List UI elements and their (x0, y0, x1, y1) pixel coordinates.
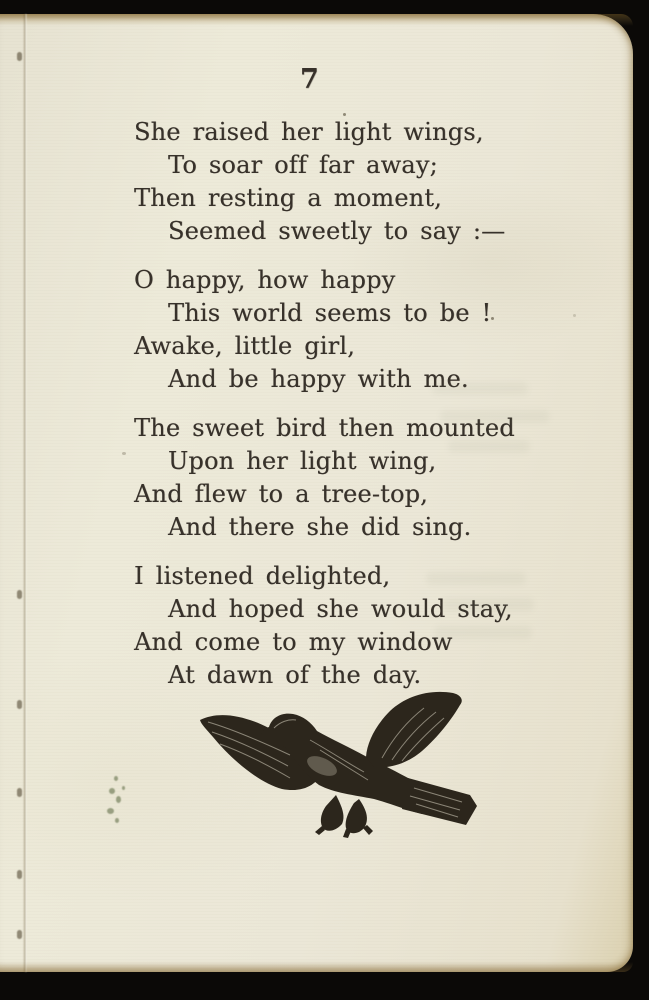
eagle-icon (170, 688, 500, 858)
poem-line: To soar off far away; (168, 151, 438, 179)
green-ink-smudge (106, 774, 132, 832)
poem-line: O happy, how happy (134, 266, 396, 294)
poem-line: Awake, little girl, (134, 332, 356, 360)
stitch-mark (17, 930, 22, 939)
stitch-mark (17, 870, 22, 879)
ink-speck (122, 452, 126, 455)
stitch-mark (17, 788, 22, 797)
poem-line: And come to my window (134, 628, 453, 656)
poem-line: And there she did sing. (168, 513, 472, 541)
poem-line: At dawn of the day. (168, 661, 422, 689)
ink-speck (573, 314, 576, 317)
poem-line: This world seems to be ! (168, 299, 492, 327)
stitch-mark (17, 590, 22, 599)
poem-line: Upon her light wing, (168, 447, 437, 475)
poem-line: She raised her light wings, (134, 118, 484, 146)
poem-line: The sweet bird then mounted (134, 414, 515, 442)
show-through-text (418, 382, 558, 672)
binding-crease (23, 14, 27, 972)
poem-line: And be happy with me. (168, 365, 469, 393)
ink-speck (491, 317, 494, 320)
poem-line: Seemed sweetly to say :— (168, 217, 506, 245)
book-page (0, 14, 633, 972)
stanza (134, 264, 564, 396)
poem-line: I listened delighted, (134, 562, 391, 590)
stitch-mark (17, 52, 22, 61)
stanza (134, 116, 564, 248)
poem-line: And hoped she would stay, (168, 595, 513, 623)
eagle-woodcut-illustration (170, 688, 500, 858)
poem-line: Then resting a moment, (134, 184, 442, 212)
ink-speck (343, 113, 346, 116)
poem-line: And flew to a tree-top, (134, 480, 429, 508)
page-number: 7 (300, 64, 319, 95)
stitch-mark (17, 700, 22, 709)
